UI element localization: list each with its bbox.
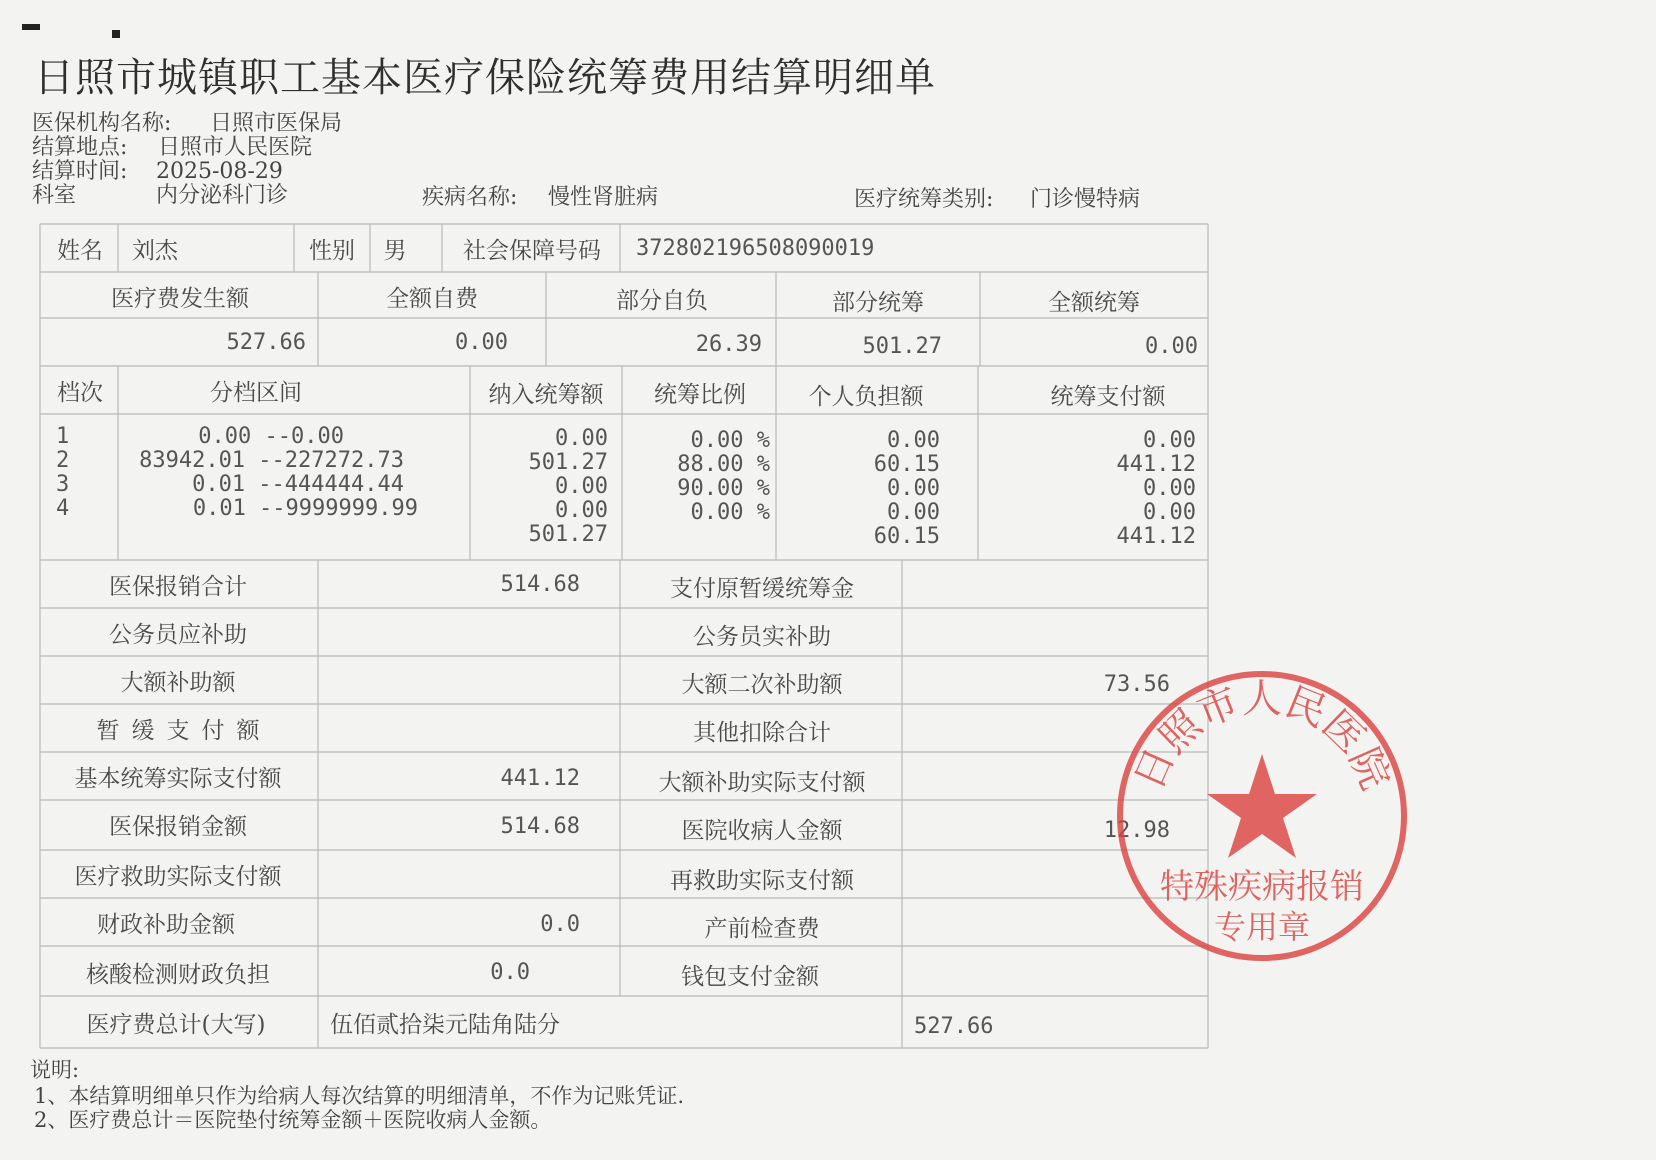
tier-header: 统筹支付额 bbox=[1050, 384, 1166, 410]
ssn-label: 社会保障号码 bbox=[463, 238, 601, 264]
detail-left-label: 基本统筹实际支付额 bbox=[74, 766, 282, 792]
detail-right-label: 大额补助实际支付额 bbox=[658, 770, 866, 796]
detail-right-value: 12.98 bbox=[1103, 818, 1170, 843]
tier-total-paid: 441.12 bbox=[1116, 524, 1196, 549]
tier-level: 3 bbox=[56, 472, 70, 497]
detail-right-label: 支付原暂缓统筹金 bbox=[670, 576, 854, 602]
tier-level: 1 bbox=[56, 424, 70, 449]
time-label: 结算时间: bbox=[32, 159, 128, 184]
gender-label: 性别 bbox=[309, 238, 355, 264]
star-icon bbox=[1207, 754, 1317, 858]
total-amount: 527.66 bbox=[914, 1014, 994, 1039]
summary-value: 0.00 bbox=[1145, 334, 1198, 359]
place-label: 结算地点: bbox=[32, 135, 128, 160]
detail-left-label: 大额补助额 bbox=[120, 670, 236, 696]
summary-value: 501.27 bbox=[862, 334, 942, 359]
detail-right-label: 再救助实际支付额 bbox=[670, 868, 854, 894]
official-seal bbox=[1112, 666, 1412, 966]
tier-level: 2 bbox=[56, 448, 70, 473]
detail-right-label: 医院收病人金额 bbox=[681, 818, 843, 844]
tier-paid: 441.12 bbox=[1116, 452, 1196, 477]
detail-left-label: 暂缓支付额 bbox=[96, 718, 272, 744]
tier-included: 501.27 bbox=[528, 450, 608, 475]
summary-header: 部分自负 bbox=[616, 288, 708, 314]
tier-ratio: 0.00 % bbox=[690, 500, 770, 525]
detail-left-label: 医疗救助实际支付额 bbox=[74, 864, 282, 890]
tier-range: 0.01 --444444.44 bbox=[192, 472, 404, 497]
detail-right-label: 钱包支付金额 bbox=[681, 964, 819, 990]
seal-bottom-text: 专用章 bbox=[1213, 908, 1311, 946]
tier-header: 统筹比例 bbox=[654, 382, 746, 408]
gender-value: 男 bbox=[383, 238, 407, 264]
summary-header: 医疗费发生额 bbox=[111, 286, 249, 312]
time-value: 2025-08-29 bbox=[156, 159, 283, 184]
summary-value: 527.66 bbox=[226, 330, 306, 355]
tier-range: 0.01 --9999999.99 bbox=[192, 496, 418, 521]
tier-personal: 0.00 bbox=[887, 476, 940, 501]
detail-left-value: 441.12 bbox=[500, 766, 580, 791]
tier-ratio: 0.00 % bbox=[690, 428, 770, 453]
tier-personal: 0.00 bbox=[887, 428, 940, 453]
page-title: 日照市城镇职工基本医疗保险统筹费用结算明细单 bbox=[34, 55, 936, 101]
tier-personal: 60.15 bbox=[873, 452, 940, 477]
detail-right-value: 73.56 bbox=[1103, 672, 1170, 697]
detail-left-value: 0.0 bbox=[540, 912, 580, 937]
dept-value: 内分泌科门诊 bbox=[156, 183, 289, 208]
tier-total-included: 501.27 bbox=[528, 522, 608, 547]
total-label: 医疗费总计(大写) bbox=[86, 1012, 266, 1038]
detail-right-label: 大额二次补助额 bbox=[681, 672, 843, 698]
name-label: 姓名 bbox=[57, 238, 103, 264]
detail-left-label: 财政补助金额 bbox=[97, 912, 235, 938]
tier-range: 83942.01 --227272.73 bbox=[139, 448, 404, 473]
ssn-value: 372802196508090019 bbox=[636, 236, 875, 261]
tier-paid: 0.00 bbox=[1143, 500, 1196, 525]
detail-left-value: 0.0 bbox=[490, 960, 530, 985]
org-value: 日照市医保局 bbox=[210, 111, 343, 136]
tier-header: 档次 bbox=[57, 380, 103, 406]
disease-label: 疾病名称: bbox=[422, 185, 518, 210]
total-words: 伍佰贰拾柒元陆角陆分 bbox=[330, 1012, 560, 1038]
notes-heading: 说明: bbox=[30, 1058, 80, 1082]
detail-right-label: 其他扣除合计 bbox=[693, 720, 831, 746]
tier-header: 分档区间 bbox=[210, 380, 302, 406]
detail-left-label: 核酸检测财政负担 bbox=[86, 962, 270, 988]
dept-label: 科室 bbox=[32, 183, 77, 208]
detail-left-label: 医保报销金额 bbox=[109, 814, 247, 840]
name-value: 刘杰 bbox=[132, 238, 178, 264]
org-label: 医保机构名称: bbox=[32, 111, 172, 136]
detail-left-label: 公务员应补助 bbox=[109, 622, 247, 648]
tier-level: 4 bbox=[56, 496, 70, 521]
summary-value: 26.39 bbox=[695, 332, 762, 357]
tier-ratio: 88.00 % bbox=[677, 452, 770, 477]
detail-left-label: 医保报销合计 bbox=[109, 574, 247, 600]
category-label: 医疗统筹类别: bbox=[854, 187, 994, 212]
place-value: 日照市人民医院 bbox=[158, 135, 313, 160]
detail-left-value: 514.68 bbox=[500, 572, 580, 597]
summary-header: 全额统筹 bbox=[1048, 290, 1140, 316]
tier-range: 0.00 --0.00 bbox=[198, 424, 344, 449]
tier-included: 0.00 bbox=[555, 426, 608, 451]
disease-value: 慢性肾脏病 bbox=[548, 185, 659, 210]
tier-personal: 0.00 bbox=[887, 500, 940, 525]
tier-included: 0.00 bbox=[555, 498, 608, 523]
tier-paid: 0.00 bbox=[1143, 428, 1196, 453]
tier-paid: 0.00 bbox=[1143, 476, 1196, 501]
tier-included: 0.00 bbox=[555, 474, 608, 499]
detail-right-label: 公务员实补助 bbox=[693, 624, 831, 650]
seal-middle-text: 特殊疾病报销 bbox=[1160, 867, 1364, 907]
tier-ratio: 90.00 % bbox=[677, 476, 770, 501]
tier-header: 纳入统筹额 bbox=[488, 382, 604, 408]
summary-header: 全额自费 bbox=[386, 286, 478, 312]
note-line: 1、本结算明细单只作为给病人每次结算的明细清单，不作为记账凭证. bbox=[34, 1084, 685, 1108]
category-value: 门诊慢特病 bbox=[1030, 187, 1141, 212]
note-line: 2、医疗费总计＝医院垫付统筹金额＋医院收病人金额。 bbox=[34, 1108, 552, 1132]
detail-right-label: 产前检查费 bbox=[704, 916, 820, 942]
seal-top-text: 日照市人民医院 bbox=[1125, 676, 1399, 797]
detail-left-value: 514.68 bbox=[500, 814, 580, 839]
summary-header: 部分统筹 bbox=[832, 290, 924, 316]
tier-header: 个人负担额 bbox=[808, 384, 924, 410]
summary-value: 0.00 bbox=[455, 330, 508, 355]
tier-total-personal: 60.15 bbox=[873, 524, 940, 549]
